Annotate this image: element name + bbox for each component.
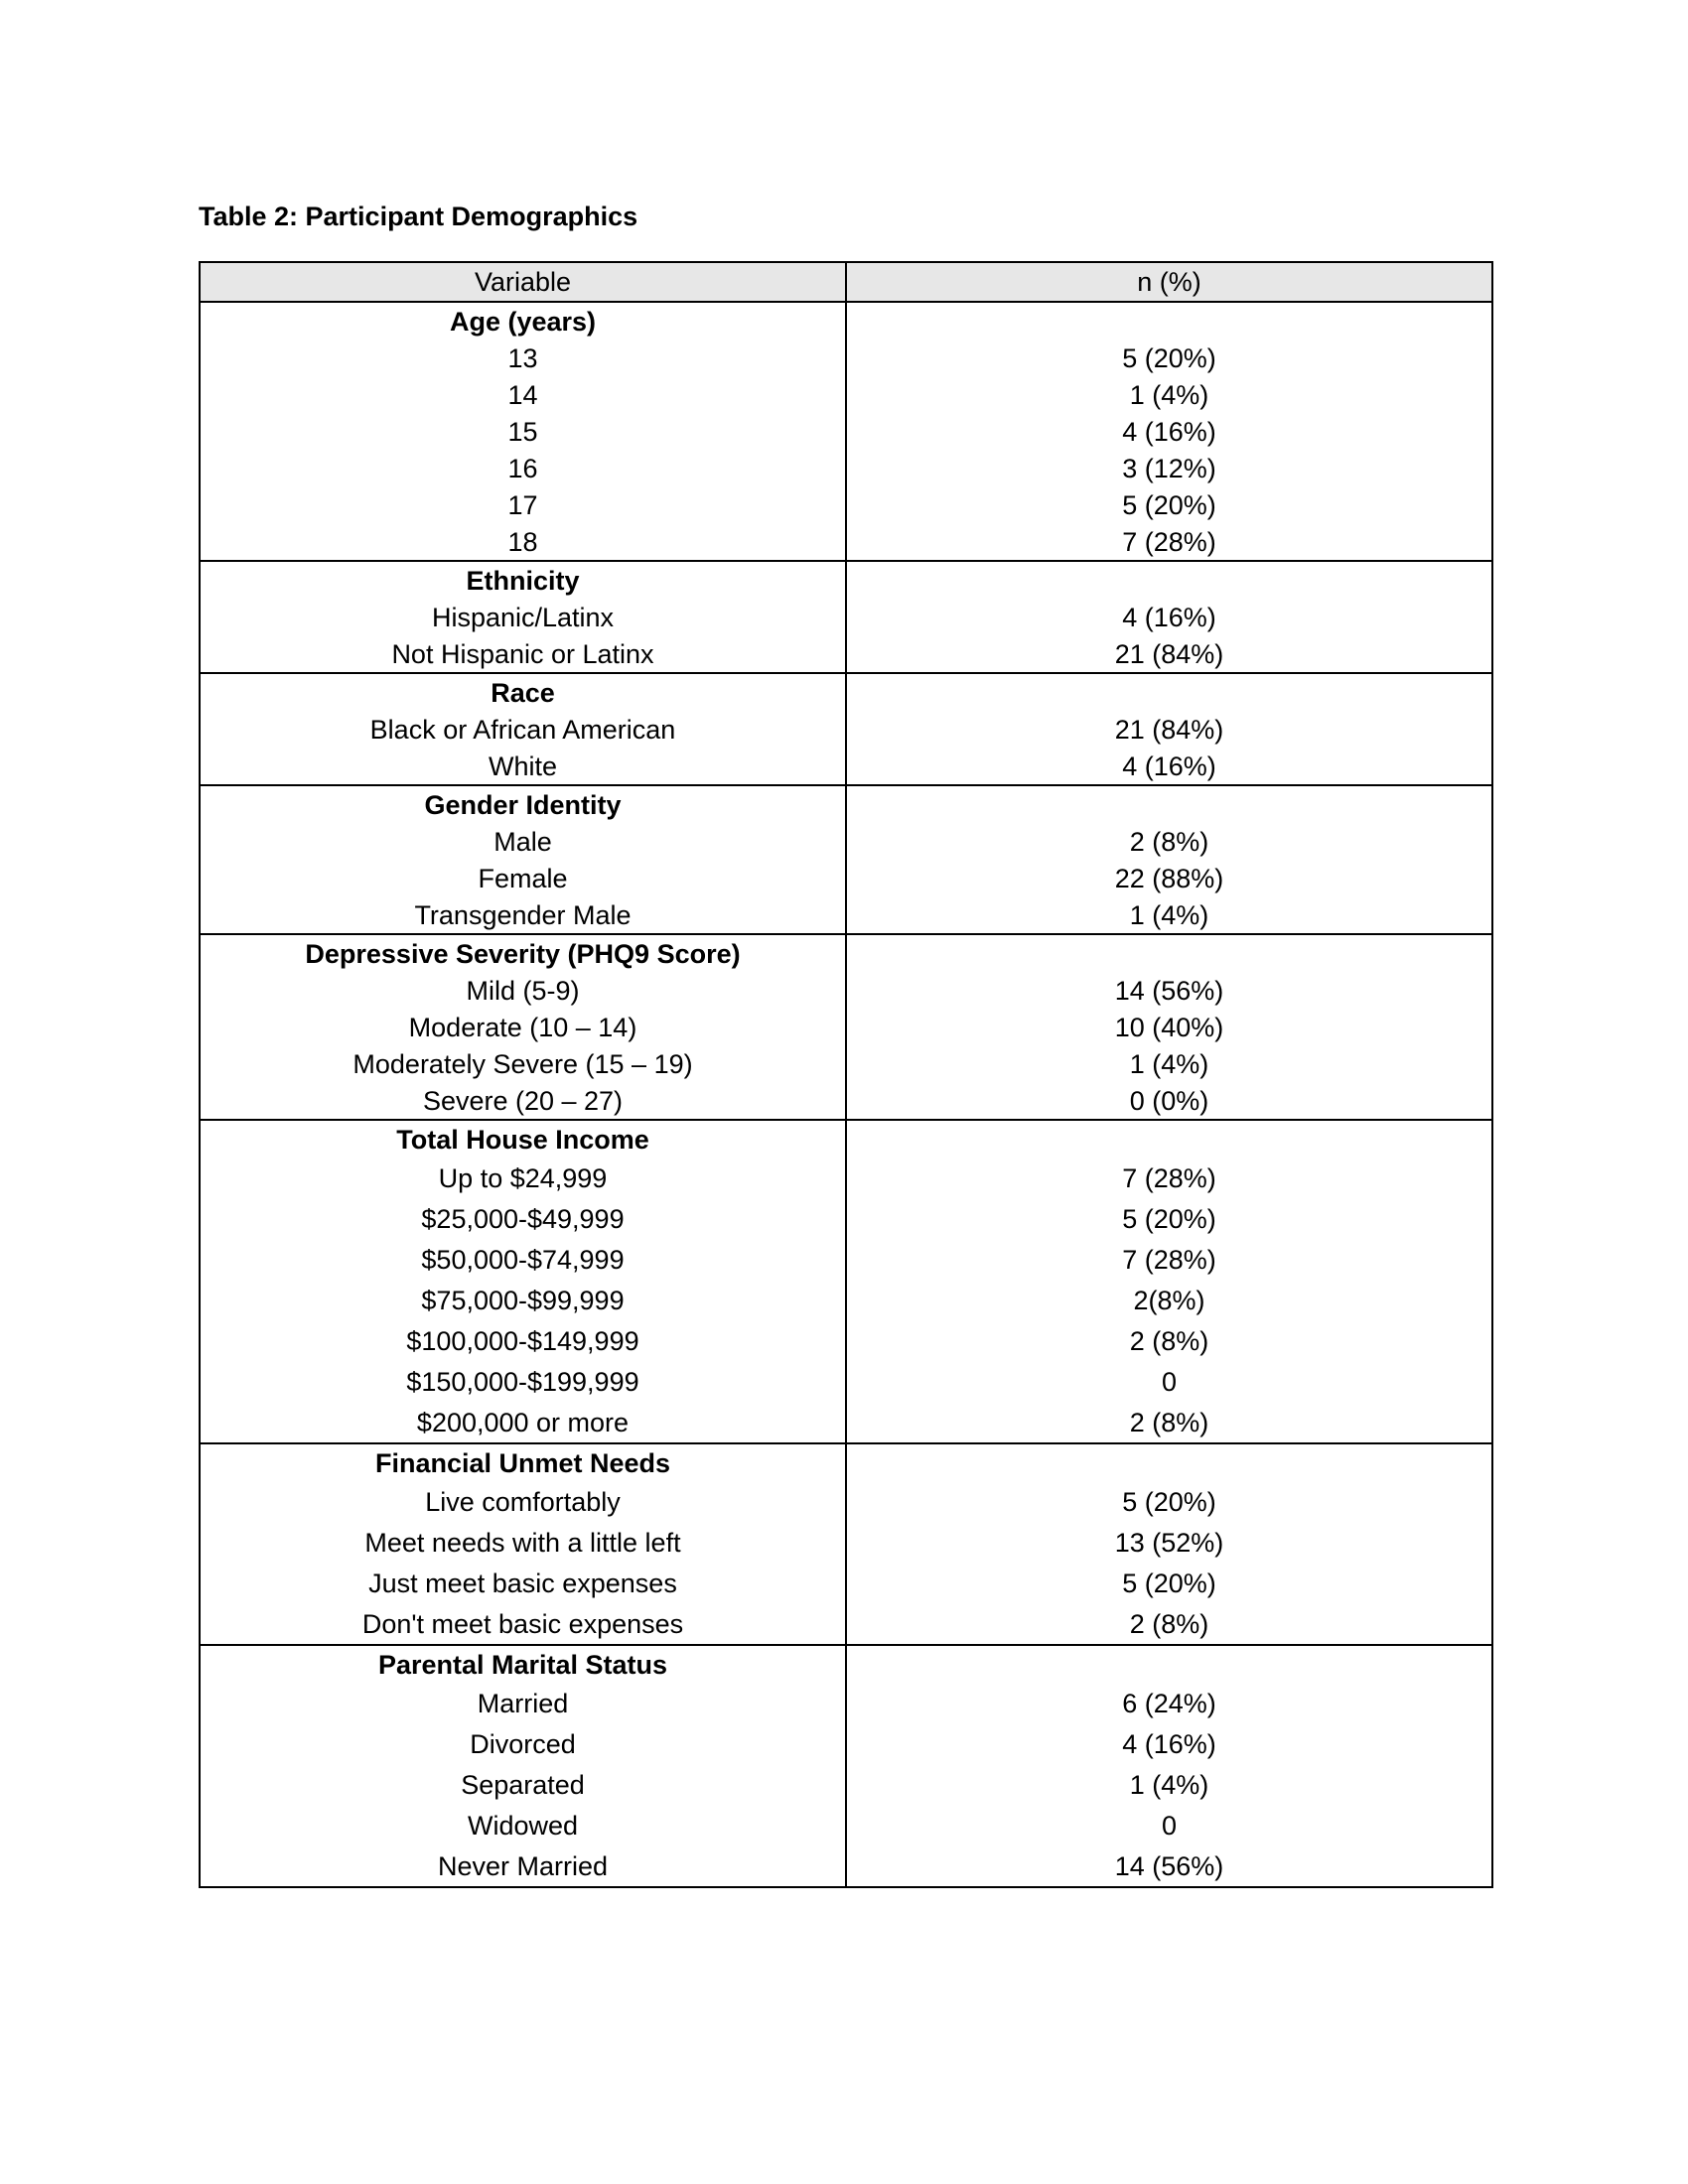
row-value: 7 (28%) — [846, 1239, 1492, 1280]
row-value: 5 (20%) — [846, 486, 1492, 523]
row-value: 2 (8%) — [846, 1402, 1492, 1443]
row-label: Widowed — [200, 1805, 846, 1845]
table-row — [200, 860, 1492, 896]
group-section — [200, 1120, 1492, 1443]
table-row — [200, 1723, 1492, 1764]
table-row — [200, 635, 1492, 673]
row-label: Never Married — [200, 1845, 846, 1887]
table-row — [200, 711, 1492, 748]
row-label: Male — [200, 823, 846, 860]
group-name: Depressive Severity (PHQ9 Score) — [200, 934, 846, 972]
table-row — [200, 748, 1492, 785]
row-value: 2 (8%) — [846, 823, 1492, 860]
row-value: 7 (28%) — [846, 523, 1492, 561]
row-label: $75,000-$99,999 — [200, 1280, 846, 1320]
group-section — [200, 561, 1492, 673]
group-name: Total House Income — [200, 1120, 846, 1158]
row-value: 4 (16%) — [846, 413, 1492, 450]
row-value: 2(8%) — [846, 1280, 1492, 1320]
table-row — [200, 376, 1492, 413]
table-row — [200, 1563, 1492, 1603]
row-value: 0 (0%) — [846, 1082, 1492, 1120]
group-value-cell — [846, 1443, 1492, 1481]
row-label: $50,000-$74,999 — [200, 1239, 846, 1280]
table-row — [200, 523, 1492, 561]
group-header-row — [200, 1645, 1492, 1683]
row-value: 1 (4%) — [846, 376, 1492, 413]
row-value: 5 (20%) — [846, 1563, 1492, 1603]
row-value: 5 (20%) — [846, 1198, 1492, 1239]
table-row — [200, 1683, 1492, 1723]
row-label: Married — [200, 1683, 846, 1723]
demographics-table — [199, 261, 1493, 1888]
row-label: Up to $24,999 — [200, 1158, 846, 1198]
row-value: 6 (24%) — [846, 1683, 1492, 1723]
row-label: Live comfortably — [200, 1481, 846, 1522]
group-section — [200, 1443, 1492, 1645]
row-value: 1 (4%) — [846, 1045, 1492, 1082]
group-section — [200, 673, 1492, 785]
table-row — [200, 1280, 1492, 1320]
table-row — [200, 486, 1492, 523]
group-header-row — [200, 934, 1492, 972]
group-name: Race — [200, 673, 846, 711]
row-label: Meet needs with a little left — [200, 1522, 846, 1563]
table-row — [200, 896, 1492, 934]
table-row — [200, 1320, 1492, 1361]
group-value-cell — [846, 302, 1492, 340]
row-label: Black or African American — [200, 711, 846, 748]
group-name: Gender Identity — [200, 785, 846, 823]
row-label: Separated — [200, 1764, 846, 1805]
group-section — [200, 785, 1492, 934]
table-row — [200, 1361, 1492, 1402]
row-value: 5 (20%) — [846, 1481, 1492, 1522]
row-label: Transgender Male — [200, 896, 846, 934]
group-name: Ethnicity — [200, 561, 846, 599]
table-row — [200, 340, 1492, 376]
group-value-cell — [846, 1645, 1492, 1683]
table-row — [200, 1082, 1492, 1120]
header-variable: Variable — [200, 262, 846, 302]
group-value-cell — [846, 673, 1492, 711]
row-value: 1 (4%) — [846, 1764, 1492, 1805]
row-label: 15 — [200, 413, 846, 450]
row-label: Mild (5-9) — [200, 972, 846, 1009]
row-value: 13 (52%) — [846, 1522, 1492, 1563]
table-row — [200, 1522, 1492, 1563]
row-label: Moderate (10 – 14) — [200, 1009, 846, 1045]
group-header-row — [200, 302, 1492, 340]
table-row — [200, 1805, 1492, 1845]
table-row — [200, 450, 1492, 486]
row-label: $200,000 or more — [200, 1402, 846, 1443]
row-label: $25,000-$49,999 — [200, 1198, 846, 1239]
group-name: Financial Unmet Needs — [200, 1443, 846, 1481]
table-row — [200, 599, 1492, 635]
table-row — [200, 1198, 1492, 1239]
row-value: 0 — [846, 1805, 1492, 1845]
row-value: 2 (8%) — [846, 1320, 1492, 1361]
group-header-row — [200, 561, 1492, 599]
table-title: Table 2: Participant Demographics — [199, 202, 638, 231]
row-label: Hispanic/Latinx — [200, 599, 846, 635]
group-value-cell — [846, 934, 1492, 972]
header-n-percent: n (%) — [846, 262, 1492, 302]
row-value: 21 (84%) — [846, 711, 1492, 748]
group-name: Parental Marital Status — [200, 1645, 846, 1683]
row-value: 4 (16%) — [846, 599, 1492, 635]
row-value: 1 (4%) — [846, 896, 1492, 934]
row-value: 4 (16%) — [846, 1723, 1492, 1764]
group-value-cell — [846, 785, 1492, 823]
row-value: 14 (56%) — [846, 972, 1492, 1009]
table-row — [200, 1402, 1492, 1443]
row-label: White — [200, 748, 846, 785]
group-value-cell — [846, 561, 1492, 599]
row-label: $100,000-$149,999 — [200, 1320, 846, 1361]
table-row — [200, 1009, 1492, 1045]
row-value: 10 (40%) — [846, 1009, 1492, 1045]
row-label: 14 — [200, 376, 846, 413]
row-label: Just meet basic expenses — [200, 1563, 846, 1603]
group-section — [200, 1645, 1492, 1887]
row-label: Divorced — [200, 1723, 846, 1764]
row-label: $150,000-$199,999 — [200, 1361, 846, 1402]
row-label: Severe (20 – 27) — [200, 1082, 846, 1120]
group-header-row — [200, 673, 1492, 711]
row-label: 13 — [200, 340, 846, 376]
row-label: Female — [200, 860, 846, 896]
row-value: 2 (8%) — [846, 1603, 1492, 1645]
row-label: Moderately Severe (15 – 19) — [200, 1045, 846, 1082]
row-label: Don't meet basic expenses — [200, 1603, 846, 1645]
table-row — [200, 1045, 1492, 1082]
group-header-row — [200, 1443, 1492, 1481]
row-label: 17 — [200, 486, 846, 523]
row-label: 16 — [200, 450, 846, 486]
table-row — [200, 972, 1492, 1009]
row-value: 3 (12%) — [846, 450, 1492, 486]
row-value: 0 — [846, 1361, 1492, 1402]
row-value: 21 (84%) — [846, 635, 1492, 673]
group-section — [200, 934, 1492, 1120]
header-row — [200, 262, 1492, 302]
row-value: 14 (56%) — [846, 1845, 1492, 1887]
row-label: Not Hispanic or Latinx — [200, 635, 846, 673]
row-value: 22 (88%) — [846, 860, 1492, 896]
table-row — [200, 1845, 1492, 1887]
row-value: 7 (28%) — [846, 1158, 1492, 1198]
group-header-row — [200, 785, 1492, 823]
group-value-cell — [846, 1120, 1492, 1158]
row-label: 18 — [200, 523, 846, 561]
table-row — [200, 1481, 1492, 1522]
table-row — [200, 413, 1492, 450]
row-value: 5 (20%) — [846, 340, 1492, 376]
table-row — [200, 1239, 1492, 1280]
row-value: 4 (16%) — [846, 748, 1492, 785]
group-section — [200, 302, 1492, 561]
group-header-row — [200, 1120, 1492, 1158]
table-row — [200, 1158, 1492, 1198]
group-name: Age (years) — [200, 302, 846, 340]
table-row — [200, 1603, 1492, 1645]
table-row — [200, 823, 1492, 860]
table-row — [200, 1764, 1492, 1805]
